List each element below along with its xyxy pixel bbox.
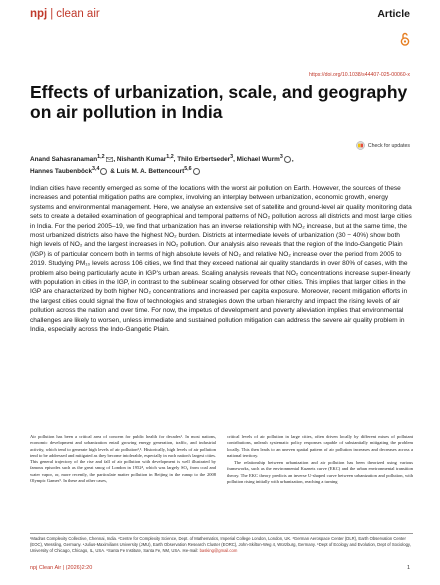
author-name[interactable]: , Nishanth Kumar [113, 156, 167, 164]
author-name[interactable]: , Michael Wurm [233, 156, 280, 164]
body-paragraph: critical levels of air pollution in large cities, often driven locally by different mixes of pollutant contributions, unleash systematic policy responses capable of substantially mitigating the problem locally. This then leads to an uneven spatial pattern of air pollution increases and decreases across a national territory. [227, 434, 413, 458]
author-list [30, 153, 410, 176]
author-line-2 [30, 165, 410, 177]
footnote-divider [30, 533, 413, 534]
orcid-icon[interactable] [284, 156, 291, 163]
orcid-icon[interactable] [100, 168, 107, 175]
footer-citation: npj Clean Air | (2026)2:20 [30, 565, 93, 571]
body-column-left [30, 434, 216, 485]
author-name[interactable]: , Thilo Erbertseder [173, 156, 231, 164]
doi-link[interactable]: https://doi.org/10.1038/s44407-025-00060-x [309, 72, 410, 78]
email-label: e-mail: [185, 548, 200, 554]
author-line-1 [30, 153, 410, 165]
author-name[interactable]: Hannes Taubenböck [30, 167, 93, 175]
journal-title: clean air [56, 8, 100, 20]
orcid-icon[interactable] [193, 168, 200, 175]
body-paragraph: Air pollution has been a critical area of concern for public health for decades¹. In most nations, economic development and urbanization entail growing energy generation, traffic, and industrial activity, which tend to generate high levels of air pollution²,³. Historically, high levels of air pollution tend to be addressed and mitigated as they become intolerable, especially in each nation's largest cities. This general trajectory of the rise and fall of air pollution with development is well illustrated by famous episodes such as the great smog of London in 1952⁴, which was largely SO₂ from coal and water vapor, or, more recently, the particulate matter pollution in Beijing in the runup to the 2008 Olympic Games⁵. In these and other cases, [30, 434, 216, 483]
body-column-right [227, 434, 413, 485]
check-for-updates-button[interactable] [356, 141, 410, 150]
author-name[interactable]: Anand Sahasranaman [30, 156, 98, 164]
journal-npj: npj [30, 8, 48, 20]
page-footer [30, 565, 410, 571]
journal-name[interactable] [30, 8, 100, 20]
affiliations-footnote [30, 536, 413, 554]
affiliations-text: ¹Madras Complexity Collective, Chennai, India. ²Centre for Complexity Science, Dept. of Mathematics, Imperial College London, London, UK. ³German Aerospace Center (DLR), Earth Observation Center (EOC), Wessling, Germany. ⁴Julius-Maximilians University (JMU), Earth Observation Research Cluster (EORC), John-Skilton-Weg 4, Würzburg, Germany. ⁵Dept of Ecology and Evolution, Dept of Sociology, University of Chicago, Chicago, IL, USA. ⁶Santa Fe Institute, Santa Fe, NM, USA. [30, 536, 411, 554]
page-header [30, 8, 410, 26]
author-separator: , [291, 156, 294, 164]
open-access-icon [400, 32, 410, 46]
author-affil-sup: 1,2 [97, 154, 105, 160]
email-link[interactable]: basking@gmail.com [199, 548, 238, 554]
author-affil-sup: 3 [230, 154, 234, 160]
author-affil-sup: 3,4 [92, 165, 100, 172]
article-title: Effects of urbanization, scale, and geography on air pollution in India [30, 82, 408, 122]
author-affil-sup: 3 [279, 154, 283, 160]
body-text [30, 434, 413, 485]
check-updates-label: Check for updates [367, 142, 410, 149]
author-affil-sup: 1,2 [166, 154, 174, 160]
author-affil-sup: 5,6 [184, 165, 192, 172]
journal-separator: | [50, 8, 54, 20]
author-name[interactable]: & Luís M. A. Bettencourt [108, 167, 185, 175]
page-number: 1 [406, 565, 410, 571]
article-type-label: Article [377, 8, 410, 20]
abstract: Indian cities have recently emerged as some of the locations with the worst air pollution on Earth. However, the sources of these increases and potential mitigation paths are complex, involving an interplay between urbanization, economic growth, energy systems and environmental management. Here, we analyse an extensive set of satellite and ground-level air quality monitoring data sets to create a detailed examination of geographical and temporal patterns of NO₂ pollution across all districts and most large cities in India. For the period 2005–19, we find that urbanization has an inverse relationship with NO₂ increase, but at the same time, the most urbanized districts also have the highest NO₂ burden. Districts at intermediate levels of urbanization (30 − 40%) show both high levels of NO₂ and the largest increases in NO₂ pollution. Our analysis also reveals that the region of the Indo-Gangetic Plain (IGP) is of particular concern both in terms of high absolute levels of NO₂ and relative NO₂ increase over the period from 2005 to 2019. Studying PM₁₀ levels across 106 cities, we find that they exceed national air quality standards in over 80% of cases, with the problem also being particularly acute in IGP's urban areas. Scaling analysis reveals that NO₂ concentrations increase super-linearly with population in cities in the IGP, in contrast to the sublinear scaling observed for other cities. This implies that larger cities in the IGP are characterized by both higher NO₂ concentrations and increased per capita exposure. Moreover, recent mitigation efforts in the largest cities could signal the flow of technologies and strategies down the urban hierarchy and impact the rising levels of air pollution across the nation and over time. For now, the impetus of development and poverty alleviation implies that environmental challenges are likely to worsen, unless immediate and sustained pollution mitigation can address the severe air quality problem in India, especially across the Indo-Gangetic Plain. [30, 185, 412, 334]
body-paragraph: The relationship between urbanization and air pollution has been theorized using various frameworks, such as the environmental Kuznets curve (EKC) and the urban environmental transition theory. The EKC theory predicts an inverse U-shaped curve between urbanization and pollution, with pollution rising initially with urbanization, reaching a turning [227, 460, 413, 484]
check-updates-icon [356, 141, 365, 150]
email-icon: ✉ [182, 548, 186, 554]
